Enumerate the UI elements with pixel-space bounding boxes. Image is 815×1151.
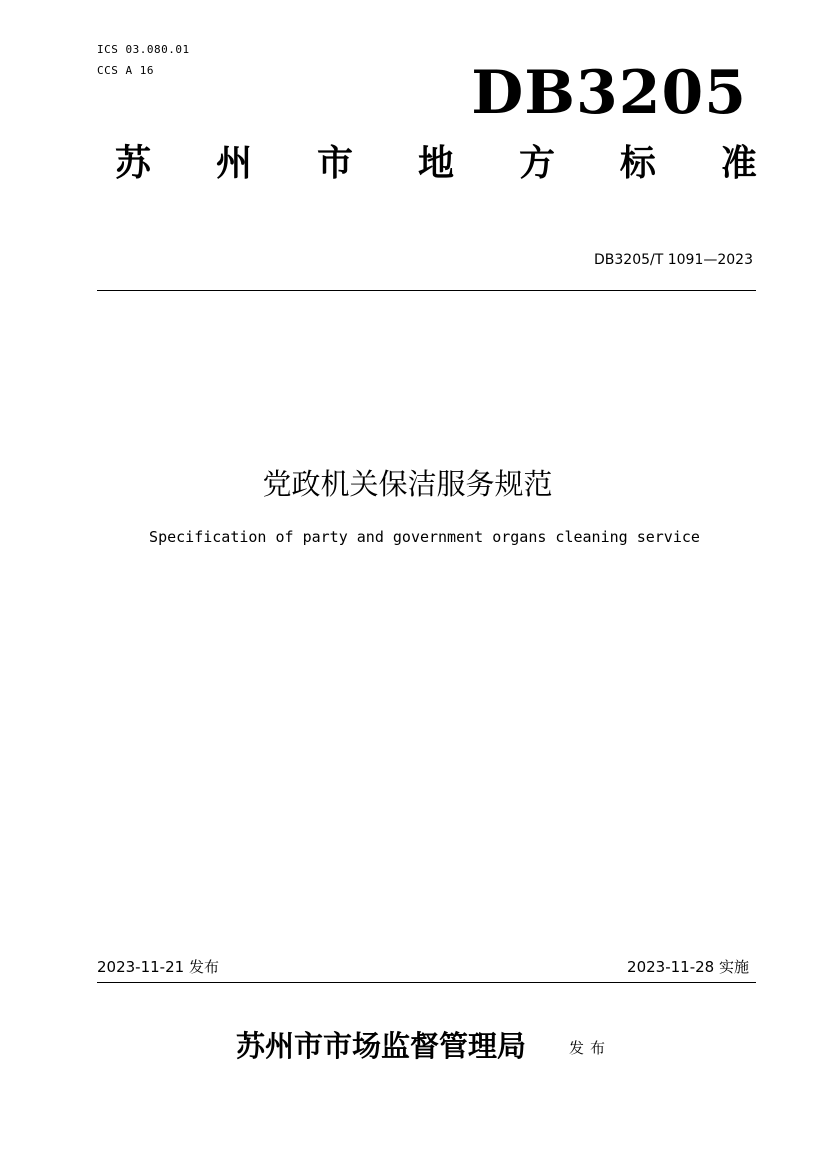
standard-type (115, 140, 757, 186)
standard-type-char: 方 (518, 142, 555, 184)
standard-type-char: 标 (619, 142, 656, 184)
ics-code: ICS 03.080.01 (97, 43, 190, 56)
document-title-english: Specification of party and government organs cleaning service (149, 528, 700, 546)
standard-code: DB3205 (471, 58, 747, 128)
bottom-divider (97, 982, 756, 983)
publish-label: 发布 (569, 1039, 612, 1057)
issuing-authority: 苏州市市场监督管理局 (236, 1029, 527, 1063)
issue-date: 2023-11-21 发布 (97, 958, 219, 976)
implementation-date: 2023-11-28 实施 (627, 958, 749, 976)
standard-type-char: 地 (417, 142, 454, 184)
document-title-chinese: 党政机关保洁服务规范 (262, 467, 553, 501)
standard-type-char: 苏 (115, 142, 152, 184)
document-number: DB3205/T 1091—2023 (594, 252, 753, 268)
standard-type-char: 州 (215, 142, 252, 184)
top-divider (97, 290, 756, 291)
ccs-code: CCS A 16 (97, 64, 154, 77)
standard-type-char: 市 (316, 142, 353, 184)
standard-type-char: 准 (720, 142, 757, 184)
